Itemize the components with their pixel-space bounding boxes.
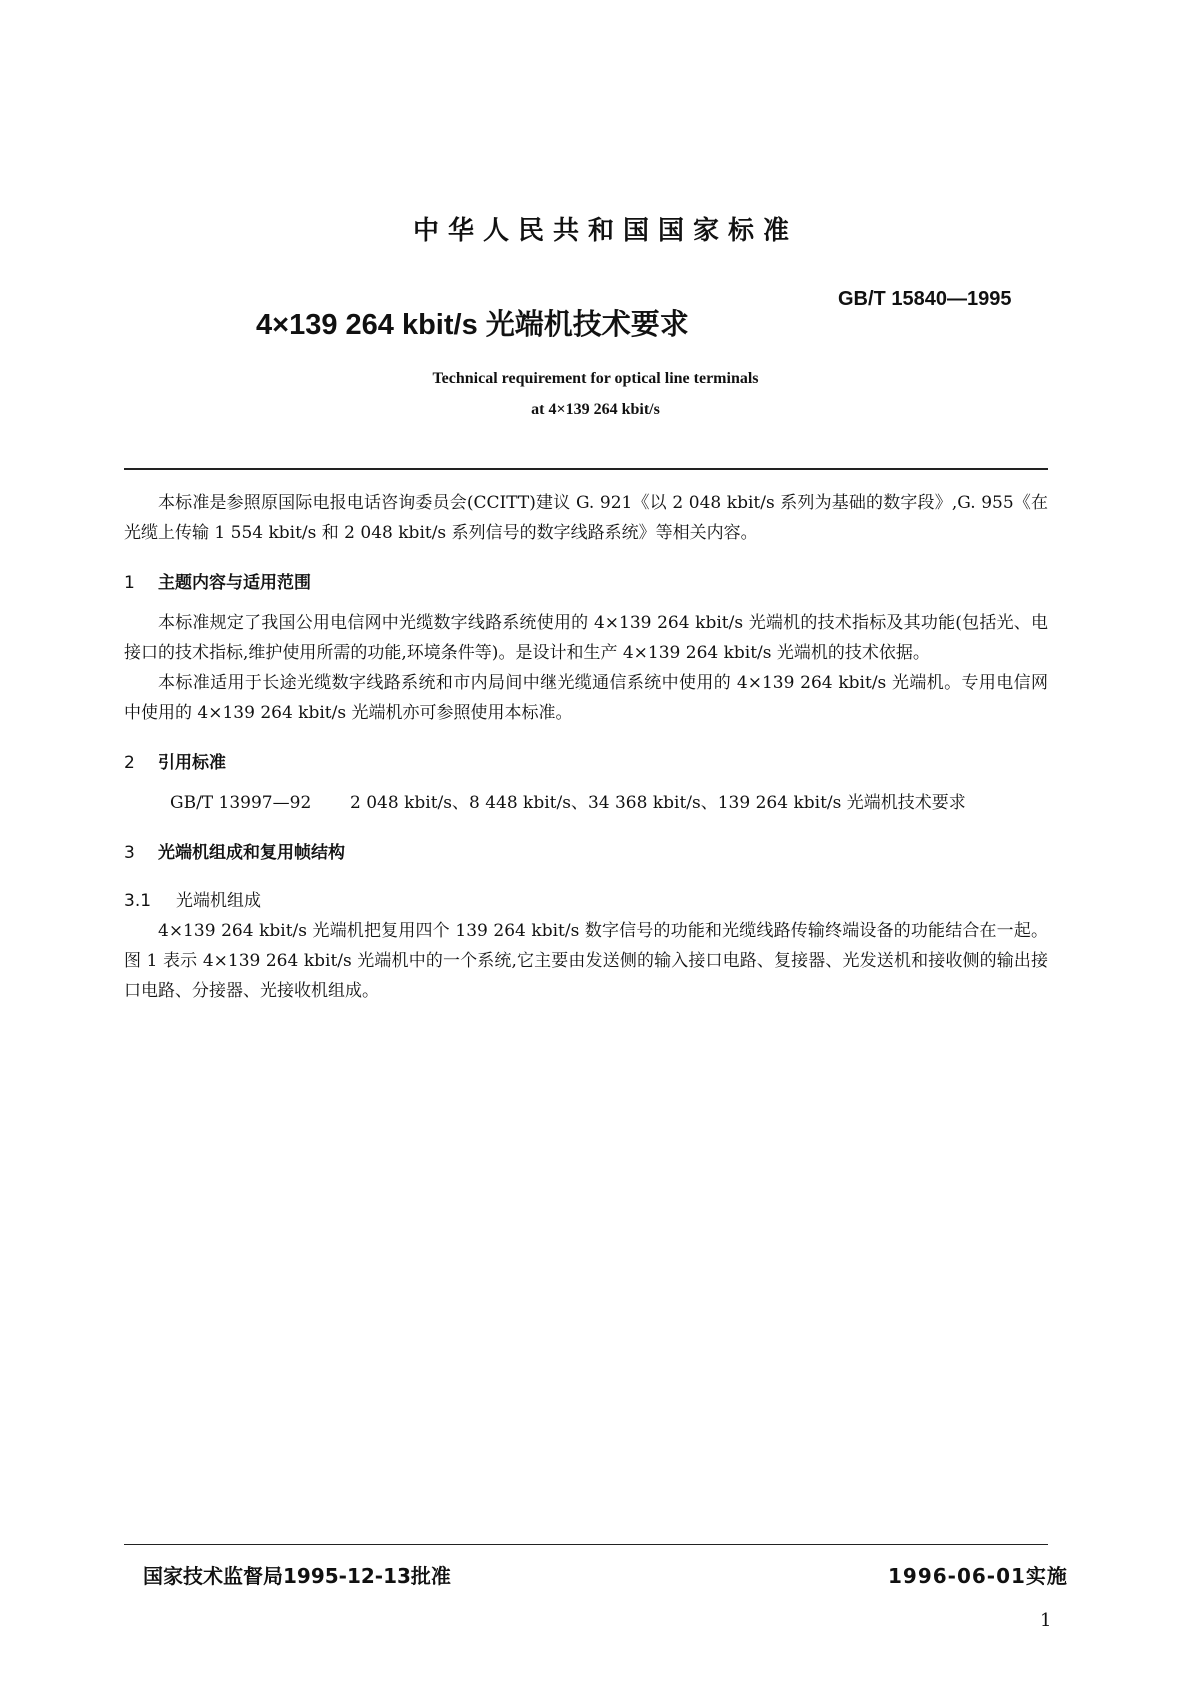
referenced-standard-title: 2 048 kbit/s、8 448 kbit/s、34 368 kbit/s、139 264 kbit/s 光端机技术要求: [350, 793, 966, 813]
document-title-en-line2: at 4×139 264 kbit/s: [531, 401, 660, 418]
document-body: [124, 488, 1048, 1006]
section-1-heading: [124, 568, 1048, 598]
document-title-en-line1: Technical requirement for optical line terminals: [432, 370, 759, 387]
section-title: 主题内容与适用范围: [158, 573, 311, 593]
section-number: 1: [124, 573, 135, 593]
subsection-3-1-heading: [124, 886, 1048, 916]
intro-paragraph: 本标准是参照原国际电报电话咨询委员会(CCITT)建议 G. 921《以 2 048 kbit/s 系列为基础的数字段》,G. 955《在光缆上传输 1 554 kbit/s 和 2 048 kbit/s 系列信号的数字线路系统》等相关内容。: [124, 493, 1048, 543]
section-title: 引用标准: [158, 753, 226, 773]
standard-heading: 中华人民共和国国家标准: [412, 216, 798, 246]
footer-divider: [124, 1544, 1048, 1545]
document-title-cn: 4×139 264 kbit/s 光端机技术要求: [256, 309, 689, 341]
implementation-date: 1996-06-01实施: [888, 1564, 1068, 1588]
section-3-heading: [124, 838, 1048, 868]
section-number: 2: [124, 753, 135, 773]
section-number: 3: [124, 843, 135, 863]
referenced-standard-code: GB/T 13997—92: [170, 793, 312, 813]
section-1-paragraph-1: 本标准规定了我国公用电信网中光缆数字线路系统使用的 4×139 264 kbit/s 光端机的技术指标及其功能(包括光、电接口的技术指标,维护使用所需的功能,环境条件等)。是设计和生产 4×139 264 kbit/s 光端机的技术依据。: [124, 613, 1048, 663]
section-1-paragraph-2: 本标准适用于长途光缆数字线路系统和市内局间中继光缆通信系统中使用的 4×139 264 kbit/s 光端机。专用电信网中使用的 4×139 264 kbit/s 光端机亦可参照使用本标准。: [124, 673, 1048, 723]
section-2-heading: [124, 748, 1048, 778]
header-divider: [124, 468, 1048, 470]
section-title: 光端机组成和复用帧结构: [158, 843, 345, 863]
page-number: 1: [1040, 1610, 1052, 1631]
approval-text: 国家技术监督局1995-12-13批准: [143, 1564, 451, 1588]
referenced-standard: [124, 788, 1048, 818]
section-3-1-paragraph: 4×139 264 kbit/s 光端机把复用四个 139 264 kbit/s 数字信号的功能和光缆线路传输终端设备的功能结合在一起。图 1 表示 4×139 264 kbit/s 光端机中的一个系统,它主要由发送侧的输入接口电路、复接器、光发送机和接收侧的输出接口电路、分接器、光接收机组成。: [124, 921, 1048, 1001]
subsection-number: 3.1: [124, 891, 152, 911]
standard-number: GB/T 15840—1995: [838, 288, 1012, 310]
subsection-title: 光端机组成: [176, 891, 261, 911]
